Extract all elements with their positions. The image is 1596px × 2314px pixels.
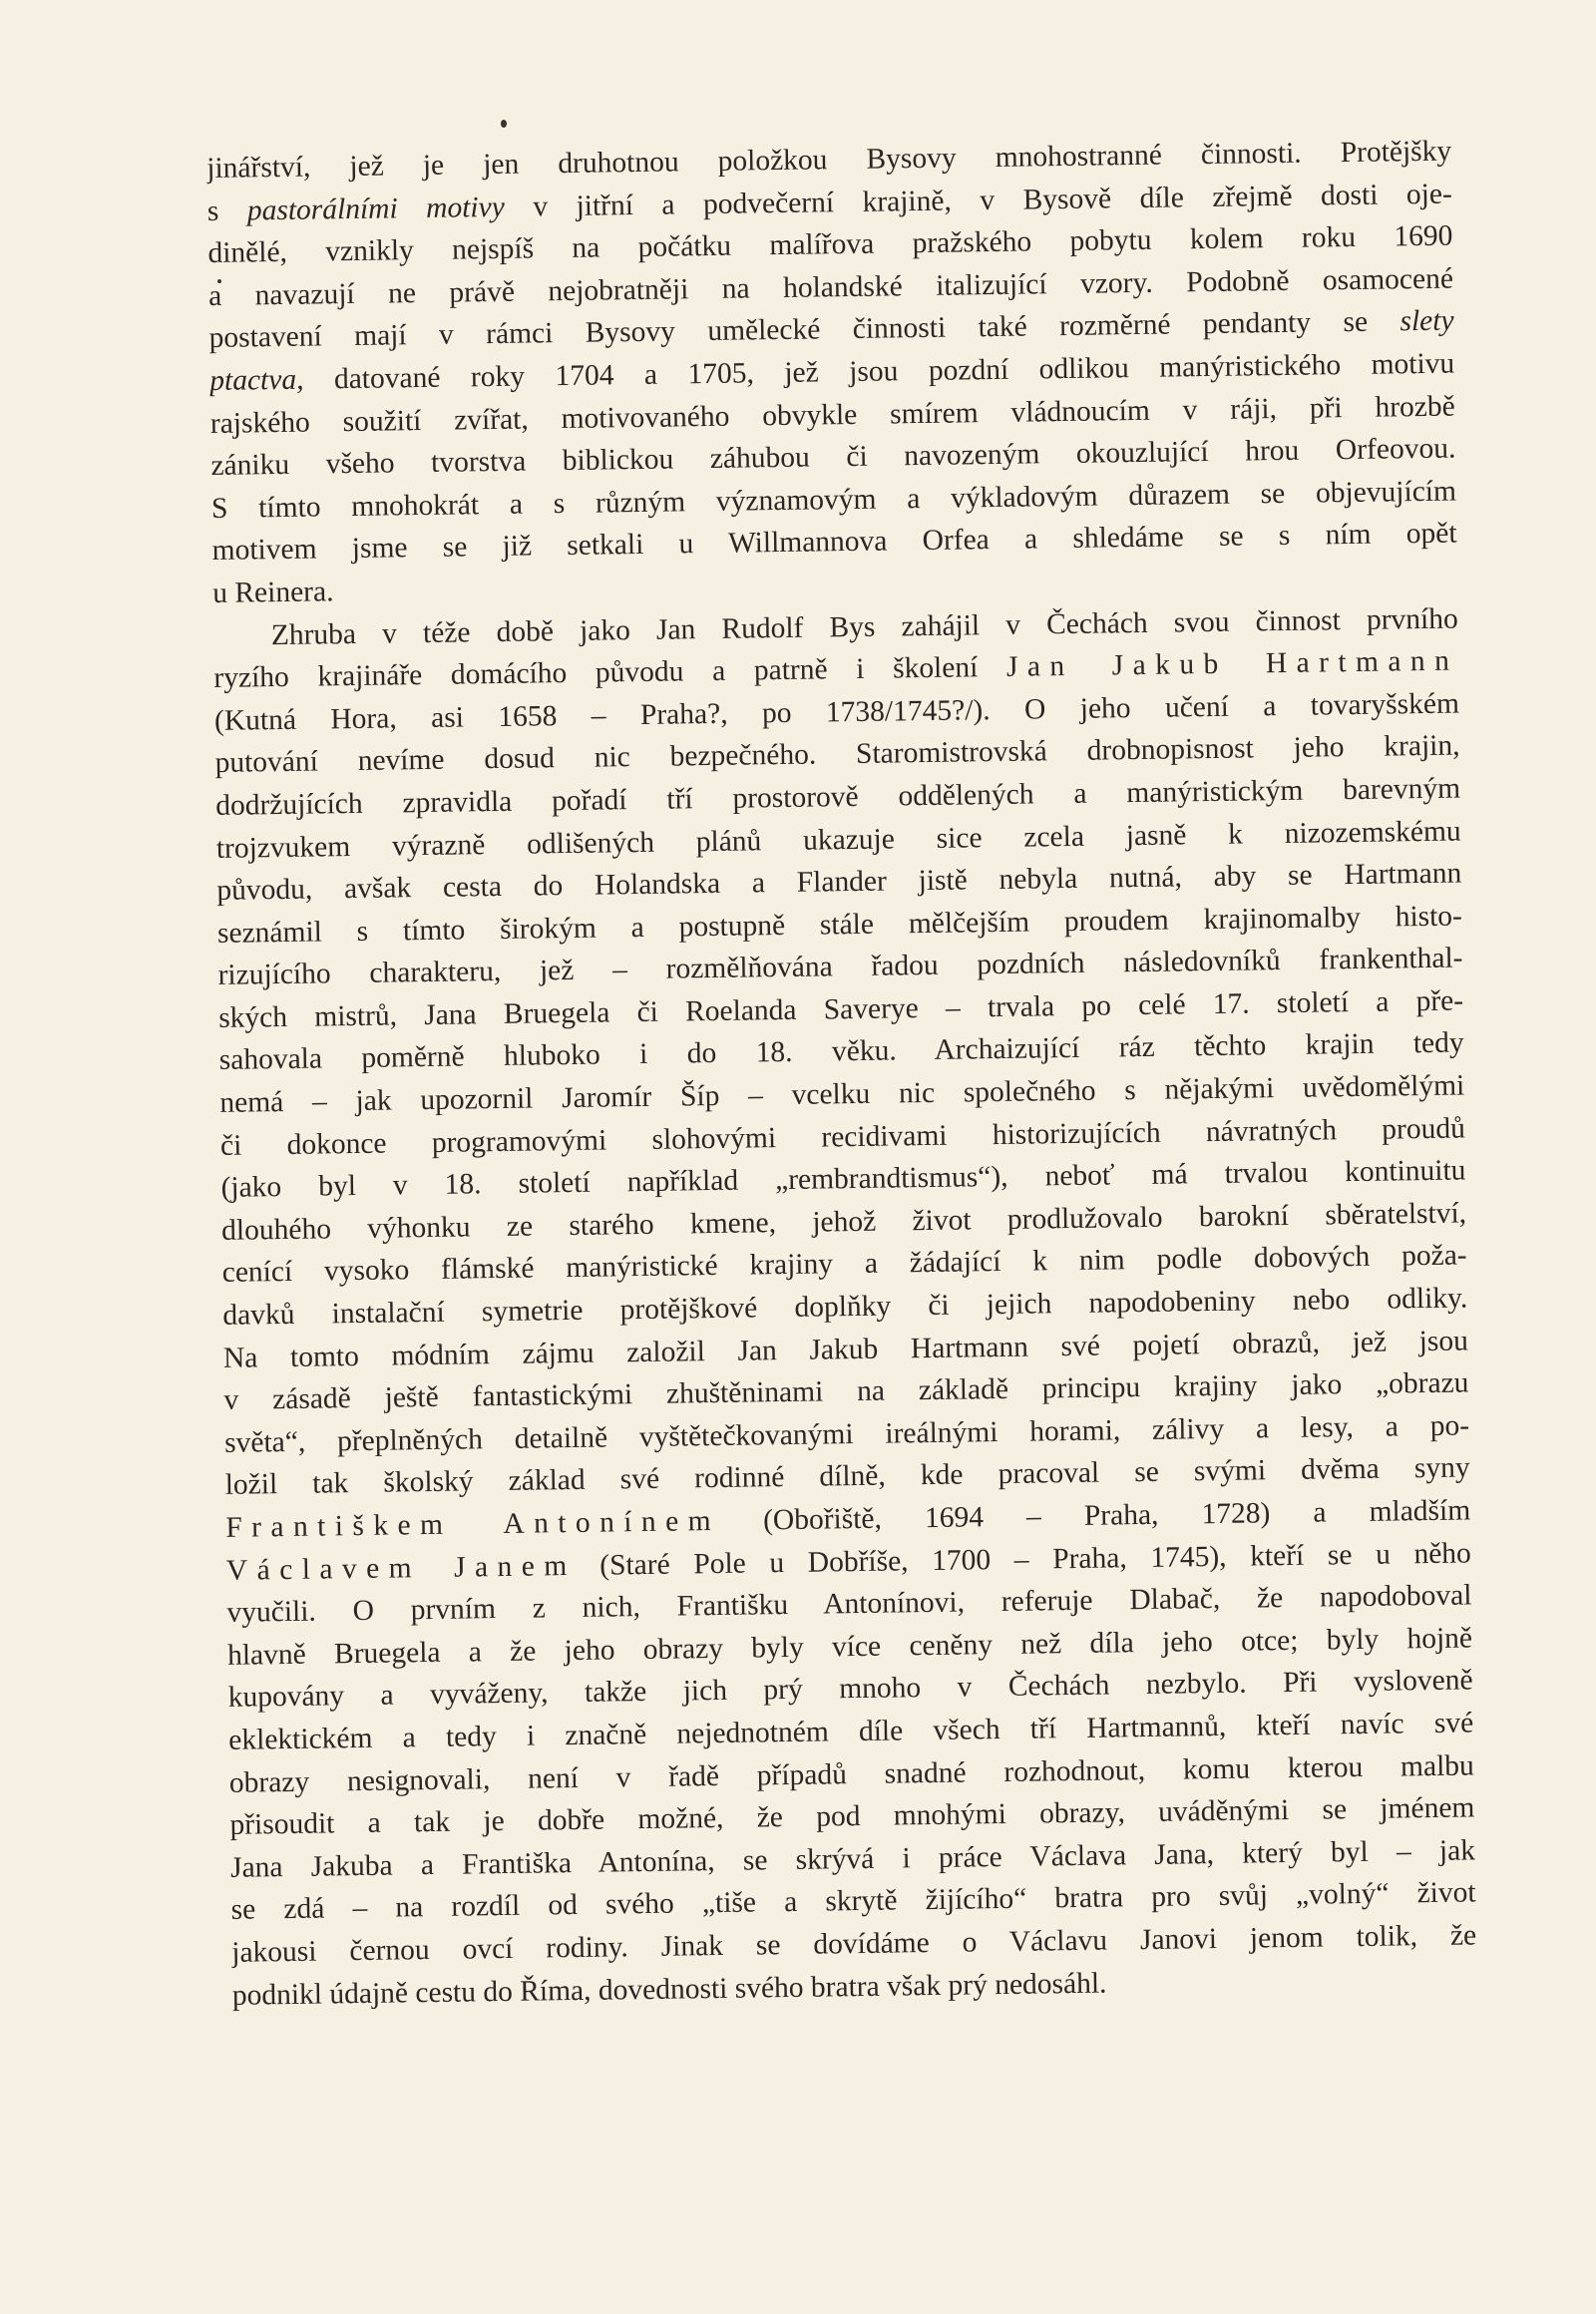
text-segment: ložil tak školský základ své rodinné dílně, kde pracoval se svými dvěma syny xyxy=(224,1451,1470,1502)
italic-text: ptactva, xyxy=(209,363,304,397)
text-segment: Jana Jakuba a Františka Antonína, se skrývá i práce Václava Jana, který byl – jak xyxy=(229,1834,1476,1884)
text-segment: ských mistrů, Jana Bruegela či Roelanda Saverye – trvala po celé 17. století a pře- xyxy=(217,984,1464,1034)
text-segment: ryzího krajináře domácího původu a patrně i školení xyxy=(213,650,1007,695)
text-segment: rajského soužití zvířat, motivovaného obvykle smírem vládnoucím v ráji, při hrozbě xyxy=(209,390,1455,440)
text-segment: eklektickém a tedy i značně nejednotném díle všech tří Hartmannů, kteří navíc své xyxy=(228,1707,1474,1756)
text-segment: (Staré Pole u Dobříše, 1700 – Praha, 1745), kteří se u něho xyxy=(576,1537,1472,1582)
text-segment: postavení mají v rámci Bysovy umělecké činnosti také rozměrné pendanty se xyxy=(208,305,1400,355)
text-segment: rizujícího charakteru, jež – rozmělňována řadou pozdních následovníků frankenthal- xyxy=(217,942,1463,992)
spaced-name: Václavem Janem xyxy=(225,1549,577,1587)
text-segment: (Kutná Hora, asi 1658 – Praha?, po 1738/1745?/). O jeho učení a tovaryšském xyxy=(213,687,1460,737)
text-segment: davků instalační symetrie protějškové doplňky či jejich napodobeniny nebo odliky. xyxy=(222,1282,1468,1332)
text-segment: a navazují ne právě nejobratněji na holandské italizující vzory. Podobně osamocené xyxy=(207,262,1454,312)
text-segment: vyučili. O prvním z nich, Františku Antonínovi, referuje Dlabač, že napodoboval xyxy=(226,1579,1472,1630)
ink-speck xyxy=(501,120,507,128)
text-segment: motivem jsme se již setkali u Willmannova Orfea a shledáme se s ním opět xyxy=(211,517,1457,568)
text-segment: Na tomto módním zájmu založil Jan Jakub Hartmann své pojetí obrazů, jež jsou xyxy=(222,1325,1469,1374)
text-segment: dlouhého výhonku ze starého kmene, jehož život prodlužovalo barokní sběratelství, xyxy=(220,1197,1467,1247)
italic-text: slety xyxy=(1399,304,1454,338)
body-text xyxy=(206,131,1477,2017)
text-segment: v jitřní a podvečerní krajině, v Bysově díle zřejmě dosti oje- xyxy=(504,178,1453,223)
text-segment: jakousi černou ovcí rodiny. Jinak se dovídáme o Václavu Janovi jenom tolik, že xyxy=(231,1919,1477,1969)
text-segment: s xyxy=(206,194,248,227)
text-segment: se zdá – na rozdíl od svého „tiše a skrytě žijícího“ bratra pro svůj „volný“ život xyxy=(230,1876,1476,1927)
text-segment: trojzvukem výrazně odlišených plánů ukazuje sice zcela jasně k nizozemskému xyxy=(215,815,1461,865)
text-segment: u Reinera. xyxy=(212,576,334,609)
text-segment: cenící vysoko flámské manýristické krajiny a žádající k nim podle dobových poža- xyxy=(221,1239,1467,1290)
text-segment: podnikl údajně cestu do Říma, dovednosti svého bratra však prý nedosáhl. xyxy=(231,1967,1107,2012)
text-segment: seznámil s tímto širokým a postupně stále mělčejším proudem krajinomalby histo- xyxy=(216,900,1463,950)
text-segment: původu, avšak cesta do Holandska a Flander jistě nebyla nutná, aby se Hartmann xyxy=(216,857,1462,908)
text-segment: putování nevíme dosud nic bezpečného. Staromistrovská drobnopisnost jeho krajin, xyxy=(214,729,1460,780)
text-segment: světa“, přeplněných detailně vyštětečkovanými ireálnými horami, zálivy a lesy, a po- xyxy=(223,1409,1470,1459)
text-segment: hlavně Bruegela a že jeho obrazy byly více ceněny než díla jeho otce; byly hojně xyxy=(226,1622,1473,1672)
text-segment: dinělé, vznikly nejspíš na počátku malířova pražského pobytu kolem roku 1690 xyxy=(207,219,1453,270)
text-segment: Zhruba v téže době jako Jan Rudolf Bys zahájil v Čechách svou činnost prvního xyxy=(270,602,1458,651)
text-segment: obrazy nesignovali, není v řadě případů snadné rozhodnout, komu kterou malbu xyxy=(228,1748,1474,1799)
text-segment: kupovány a vyváženy, takže jich prý mnoho v Čechách nezbylo. Při vysloveně xyxy=(227,1664,1473,1715)
text-segment: (Obořiště, 1694 – Praha, 1728) a mladším xyxy=(719,1494,1471,1537)
text-segment: přisoudit a tak je dobře možné, že pod mnohými obrazy, uváděnými se jménem xyxy=(229,1791,1475,1841)
text-segment: sahovala poměrně hluboko i do 18. věku. Archaizující ráz těchto krajin tedy xyxy=(218,1026,1464,1077)
text-segment: (jako byl v 18. století například „rembrandtismus“), neboť má trvalou kontinuitu xyxy=(220,1154,1466,1205)
text-segment: dodržujících zpravidla pořadí tří prostorově oddělených a manýristickým barevným xyxy=(214,772,1461,822)
text-segment: S tímto mnohokrát a s různým významovým a výkladovým důrazem se objevujícím xyxy=(210,475,1457,525)
text-segment: datované roky 1704 a 1705, jež jsou pozdní odlikou manýristického motivu xyxy=(303,347,1455,396)
spaced-name: Františkem Antonínem xyxy=(225,1504,721,1544)
italic-text: pastorálními motivy xyxy=(246,191,506,227)
text-segment: v zásadě ještě fantastickými zhuštěninami na základě principu krajiny jako „obrazu xyxy=(223,1366,1469,1417)
text-segment: či dokonce programovými slohovými recidivami historizujících návratných proudů xyxy=(219,1112,1466,1162)
spaced-name: Jan Jakub Hartmann xyxy=(1005,644,1459,683)
text-segment: zániku všeho tvorstva biblickou záhubou či navozeným okouzlující hrou Orfeovou. xyxy=(210,432,1456,483)
text-segment: jinářství, jež je jen druhotnou položkou Bysovy mnohostranné činnosti. Protějšky xyxy=(206,135,1452,185)
text-segment: nemá – jak upozornil Jaromír Šíp – vcelku nic společného s nějakými uvědomělými xyxy=(219,1069,1465,1119)
